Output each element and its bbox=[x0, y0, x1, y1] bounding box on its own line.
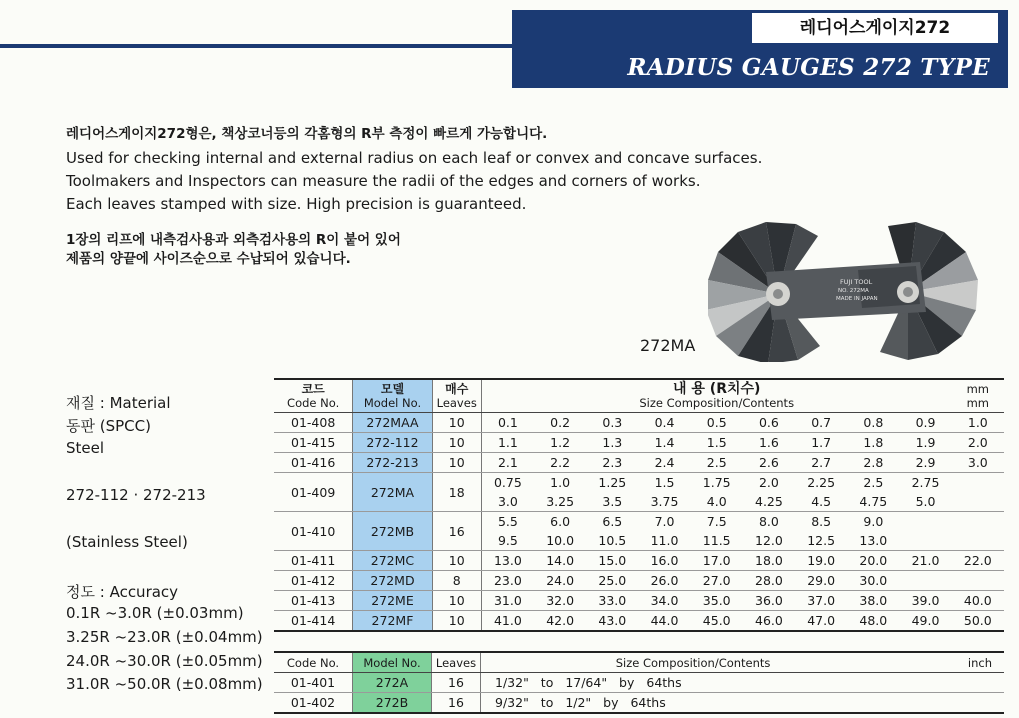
model-cell: 272MA bbox=[353, 473, 432, 512]
size-cell bbox=[586, 473, 638, 512]
model-cell: 272MF bbox=[353, 611, 432, 632]
size-cell: 18.0 bbox=[743, 551, 795, 571]
code-cell: 01-401 bbox=[274, 673, 353, 693]
leaves-cell: 10 bbox=[432, 413, 481, 433]
header-rule bbox=[0, 44, 512, 48]
size-cell: 2.0 bbox=[952, 433, 1004, 453]
size-value: 4.0 bbox=[706, 494, 727, 509]
size-cell: 2.4 bbox=[638, 453, 690, 473]
size-cell: 0.5 bbox=[691, 413, 743, 433]
spec-material: 재질 : Material bbox=[66, 394, 171, 412]
header-code-en: Code No. bbox=[287, 396, 340, 410]
size-cell: 33.0 bbox=[586, 591, 638, 611]
size-value: 3.25 bbox=[546, 494, 575, 509]
spec-accuracy: 정도 : Accuracy bbox=[66, 583, 179, 601]
size-value: 2.25 bbox=[807, 475, 836, 490]
size-cell: 0.1 bbox=[481, 413, 534, 433]
gauge-holder bbox=[766, 262, 926, 320]
code-cell: 01-413 bbox=[274, 591, 353, 611]
size-cell bbox=[952, 512, 1004, 551]
size-cell: 1.3 bbox=[586, 433, 638, 453]
code-cell: 01-411 bbox=[274, 551, 353, 571]
size-cell bbox=[481, 512, 534, 551]
size-cell: 1.1 bbox=[481, 433, 534, 453]
size-cell: 19.0 bbox=[795, 551, 847, 571]
size-value: 12.5 bbox=[807, 533, 836, 548]
inch-size-table bbox=[274, 651, 1004, 714]
size-cell: 2.6 bbox=[743, 453, 795, 473]
size-cell: 45.0 bbox=[691, 611, 743, 632]
leaves-cell: 16 bbox=[432, 512, 481, 551]
size-cell: 0.8 bbox=[847, 413, 899, 433]
size-cell: 2.2 bbox=[534, 453, 586, 473]
leaves-cell: 8 bbox=[432, 571, 481, 591]
header-unit: inch bbox=[905, 652, 1004, 673]
header-code-ko: 코드 bbox=[301, 382, 325, 396]
size-cell: 20.0 bbox=[847, 551, 899, 571]
header-unit-1: mm bbox=[966, 382, 990, 396]
size-cell: 48.0 bbox=[847, 611, 899, 632]
code-cell: 01-409 bbox=[274, 473, 353, 512]
size-cell: 17.0 bbox=[691, 551, 743, 571]
size-value: 13.0 bbox=[859, 533, 888, 548]
size-cell: 15.0 bbox=[586, 551, 638, 571]
table-row bbox=[274, 433, 1004, 453]
note-line-1: 1장의 리프에 내측검사용과 외측검사용의 R이 붙어 있어 bbox=[66, 232, 401, 248]
size-cell: 41.0 bbox=[481, 611, 534, 632]
leaves-cell: 10 bbox=[432, 591, 481, 611]
stamp-brand: FUJI TOOL bbox=[840, 278, 873, 286]
size-cell: 2.7 bbox=[795, 453, 847, 473]
size-value: 10.5 bbox=[598, 533, 627, 548]
size-cell: 44.0 bbox=[638, 611, 690, 632]
size-cell: 43.0 bbox=[586, 611, 638, 632]
intro-line-1: Used for checking internal and external radius on each leaf or convex and concave surfaces. bbox=[66, 149, 763, 167]
leaves-cell: 10 bbox=[432, 433, 481, 453]
size-cell: 50.0 bbox=[952, 611, 1004, 632]
code-cell: 01-416 bbox=[274, 453, 353, 473]
size-cell: 16.0 bbox=[638, 551, 690, 571]
size-cell: 49.0 bbox=[899, 611, 951, 632]
header-code: Code No. bbox=[274, 652, 353, 673]
size-cell bbox=[952, 473, 1004, 512]
size-cell bbox=[481, 473, 534, 512]
spec-steel: Steel bbox=[66, 439, 105, 457]
size-cell: 0.2 bbox=[534, 413, 586, 433]
size-cell: 23.0 bbox=[481, 571, 534, 591]
header-leaves: Leaves bbox=[432, 652, 481, 673]
size-cell: 0.4 bbox=[638, 413, 690, 433]
size-cell: 31.0 bbox=[481, 591, 534, 611]
metric-size-table bbox=[274, 378, 1004, 632]
size-cell: 1.4 bbox=[638, 433, 690, 453]
size-cell: 29.0 bbox=[795, 571, 847, 591]
table-row bbox=[274, 512, 1004, 551]
code-cell: 01-414 bbox=[274, 611, 353, 632]
table-row bbox=[274, 551, 1004, 571]
size-cell: 35.0 bbox=[691, 591, 743, 611]
size-cell: 2.8 bbox=[847, 453, 899, 473]
size-value: 9.0 bbox=[863, 514, 884, 529]
model-cell: 272MAA bbox=[353, 413, 432, 433]
table-row bbox=[274, 413, 1004, 433]
size-cell bbox=[743, 473, 795, 512]
size-cell: 2.5 bbox=[691, 453, 743, 473]
size-value: 2.0 bbox=[758, 475, 779, 490]
size-value: 1.0 bbox=[550, 475, 571, 490]
size-cell bbox=[691, 473, 743, 512]
size-cell: 32.0 bbox=[534, 591, 586, 611]
size-cell: 25.0 bbox=[586, 571, 638, 591]
size-cell bbox=[795, 473, 847, 512]
model-cell: 272MC bbox=[353, 551, 432, 571]
storage-note bbox=[66, 231, 401, 269]
size-value: 5.5 bbox=[497, 514, 518, 529]
size-cell: 22.0 bbox=[952, 551, 1004, 571]
size-value: 7.5 bbox=[706, 514, 727, 529]
code-cell: 01-415 bbox=[274, 433, 353, 453]
size-cell: 46.0 bbox=[743, 611, 795, 632]
size-value: 2.75 bbox=[911, 475, 940, 490]
size-cell: 3.0 bbox=[952, 453, 1004, 473]
size-cell: 13.0 bbox=[481, 551, 534, 571]
size-cell: 1.5 bbox=[691, 433, 743, 453]
size-cell: 30.0 bbox=[847, 571, 899, 591]
size-value: 3.0 bbox=[497, 494, 518, 509]
model-cell: 272-213 bbox=[353, 453, 432, 473]
model-cell: 272MD bbox=[353, 571, 432, 591]
header-leaves-en: Leaves bbox=[436, 396, 477, 410]
size-cell: 2.1 bbox=[481, 453, 534, 473]
size-cell: 47.0 bbox=[795, 611, 847, 632]
size-cell bbox=[586, 512, 638, 551]
leaves-cell: 18 bbox=[432, 473, 481, 512]
code-cell: 01-412 bbox=[274, 571, 353, 591]
size-cell bbox=[638, 512, 690, 551]
header-leaves-ko: 매수 bbox=[445, 382, 469, 396]
spec-accuracy-2: 3.25R ~23.0R (±0.04mm) bbox=[66, 628, 263, 646]
code-cell: 01-402 bbox=[274, 693, 353, 714]
size-value: 11.0 bbox=[650, 533, 679, 548]
intro-korean: 레디어스게이지272형은, 책상코너등의 각홈형의 R부 측정이 빠르게 가능합니다. bbox=[66, 126, 548, 142]
size-cell: 38.0 bbox=[847, 591, 899, 611]
size-cell: 24.0 bbox=[534, 571, 586, 591]
size-cell: 0.9 bbox=[899, 413, 951, 433]
table-header bbox=[274, 379, 1004, 413]
header-unit-2: mm bbox=[966, 396, 990, 410]
size-value: 4.25 bbox=[755, 494, 783, 509]
size-cell bbox=[743, 512, 795, 551]
size-cell bbox=[691, 512, 743, 551]
size-value: 6.5 bbox=[602, 514, 623, 529]
table-row bbox=[274, 453, 1004, 473]
table-row bbox=[274, 611, 1004, 632]
size-cell bbox=[847, 512, 899, 551]
size-value: 9.5 bbox=[497, 533, 518, 548]
table-header bbox=[274, 652, 1004, 673]
header-model-ko: 모델 bbox=[380, 382, 405, 396]
stamp-model: NO. 272MA bbox=[838, 288, 869, 294]
leaves-cell: 10 bbox=[432, 453, 481, 473]
model-cell: 272A bbox=[353, 673, 432, 693]
size-cell: 2.9 bbox=[899, 453, 951, 473]
table-row bbox=[274, 693, 1004, 714]
header-size: Size Composition/Contents bbox=[481, 652, 906, 673]
size-value: 1.75 bbox=[702, 475, 731, 490]
leaves-cell: 10 bbox=[432, 551, 481, 571]
photo-caption: 272MA bbox=[640, 336, 696, 355]
size-value: 8.5 bbox=[811, 514, 832, 529]
size-value: 3.75 bbox=[650, 494, 679, 509]
size-cell: 0.6 bbox=[743, 413, 795, 433]
size-cell: 1.8 bbox=[847, 433, 899, 453]
table-row bbox=[274, 571, 1004, 591]
size-cell: 1.9 bbox=[899, 433, 951, 453]
header-size-en: Size Composition/Contents bbox=[639, 396, 795, 410]
leaves-cell: 16 bbox=[432, 673, 481, 693]
size-cell: 37.0 bbox=[795, 591, 847, 611]
size-value: 7.0 bbox=[654, 514, 675, 529]
table-row bbox=[274, 591, 1004, 611]
header-size-ko: 내 용 (R치수) bbox=[673, 381, 761, 397]
size-cell: 1.6 bbox=[743, 433, 795, 453]
contents-cell: 9/32" to 1/2" by 64ths bbox=[481, 693, 1005, 714]
size-cell bbox=[534, 512, 586, 551]
model-cell: 272ME bbox=[353, 591, 432, 611]
english-title: RADIUS GAUGES 272 TYPE bbox=[627, 54, 990, 81]
size-value: 4.75 bbox=[859, 494, 888, 509]
note-line-2: 제품의 양끝에 사이즈순으로 수납되어 있습니다. bbox=[66, 251, 351, 267]
size-cell: 2.3 bbox=[586, 453, 638, 473]
size-cell: 34.0 bbox=[638, 591, 690, 611]
header-model-en: Model No. bbox=[363, 396, 422, 410]
size-cell: 40.0 bbox=[952, 591, 1004, 611]
size-cell bbox=[899, 512, 951, 551]
size-value: 2.5 bbox=[863, 475, 884, 490]
stamp-origin: MADE IN JAPAN bbox=[836, 296, 878, 302]
size-value: 0.75 bbox=[493, 475, 522, 490]
intro-text bbox=[66, 122, 826, 216]
code-cell: 01-410 bbox=[274, 512, 353, 551]
size-cell: 1.0 bbox=[952, 413, 1004, 433]
size-cell: 27.0 bbox=[691, 571, 743, 591]
model-cell: 272MB bbox=[353, 512, 432, 551]
spec-accuracy-1: 0.1R ~3.0R (±0.03mm) bbox=[66, 604, 244, 622]
leaves-cell: 10 bbox=[432, 611, 481, 632]
spec-accuracy-4: 31.0R ~50.0R (±0.08mm) bbox=[66, 675, 263, 693]
size-cell bbox=[952, 571, 1004, 591]
spec-models: 272-112 · 272-213 bbox=[66, 486, 206, 504]
korean-title: 레디어스게이지272 bbox=[799, 18, 951, 38]
spec-spcc: 동판 (SPCC) bbox=[66, 417, 151, 435]
size-value: 3.5 bbox=[602, 494, 623, 509]
size-cell bbox=[638, 473, 690, 512]
size-cell bbox=[534, 473, 586, 512]
intro-line-3: Each leaves stamped with size. High precision is guaranteed. bbox=[66, 195, 527, 213]
product-photo bbox=[708, 212, 998, 362]
spec-stainless: (Stainless Steel) bbox=[66, 533, 188, 551]
size-cell: 39.0 bbox=[899, 591, 951, 611]
size-value: 5.0 bbox=[915, 494, 936, 509]
size-value: 1.25 bbox=[598, 475, 627, 490]
size-value: 10.0 bbox=[546, 533, 575, 548]
spec-accuracy-3: 24.0R ~30.0R (±0.05mm) bbox=[66, 652, 263, 670]
code-cell: 01-408 bbox=[274, 413, 353, 433]
size-cell: 1.7 bbox=[795, 433, 847, 453]
size-cell: 36.0 bbox=[743, 591, 795, 611]
leaves-cell: 16 bbox=[432, 693, 481, 714]
size-value: 12.0 bbox=[755, 533, 783, 548]
size-cell: 26.0 bbox=[638, 571, 690, 591]
model-cell: 272-112 bbox=[353, 433, 432, 453]
size-value: 11.5 bbox=[702, 533, 731, 548]
table-row bbox=[274, 673, 1004, 693]
size-value: 8.0 bbox=[758, 514, 779, 529]
size-cell bbox=[899, 571, 951, 591]
size-cell: 1.2 bbox=[534, 433, 586, 453]
size-cell bbox=[899, 473, 951, 512]
size-value: 4.5 bbox=[811, 494, 832, 509]
table-row bbox=[274, 473, 1004, 512]
size-cell bbox=[795, 512, 847, 551]
header-model: Model No. bbox=[353, 652, 432, 673]
size-value: 6.0 bbox=[550, 514, 571, 529]
model-cell: 272B bbox=[353, 693, 432, 714]
size-cell: 28.0 bbox=[743, 571, 795, 591]
size-cell bbox=[847, 473, 899, 512]
size-cell: 0.3 bbox=[586, 413, 638, 433]
contents-cell: 1/32" to 17/64" by 64ths bbox=[481, 673, 1005, 693]
size-cell: 14.0 bbox=[534, 551, 586, 571]
size-value: 1.5 bbox=[654, 475, 675, 490]
size-cell: 42.0 bbox=[534, 611, 586, 632]
size-cell: 21.0 bbox=[899, 551, 951, 571]
size-cell: 0.7 bbox=[795, 413, 847, 433]
intro-line-2: Toolmakers and Inspectors can measure the radii of the edges and corners of works. bbox=[66, 172, 701, 190]
